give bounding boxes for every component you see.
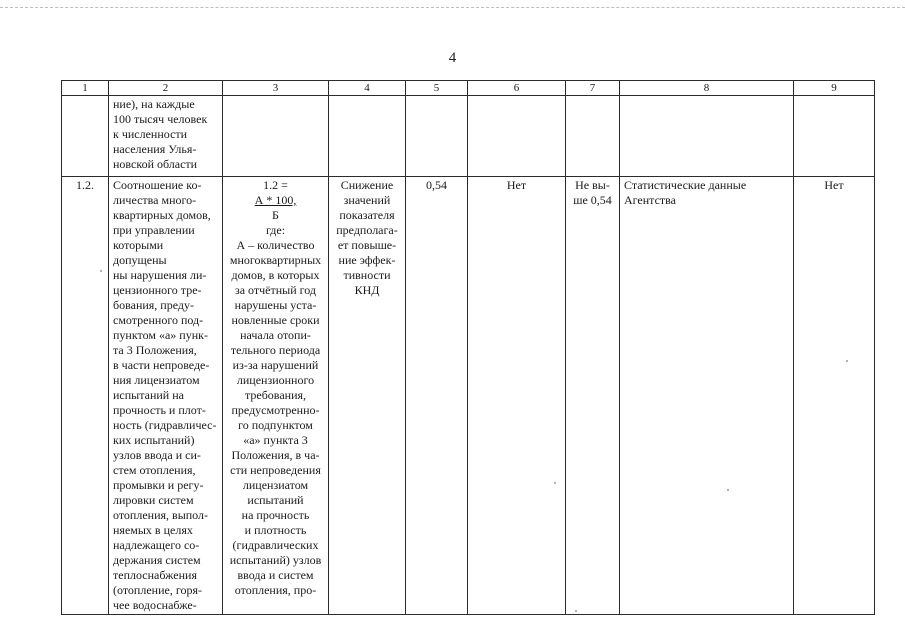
base-value: 0,54 <box>406 177 468 615</box>
cont-cell-7 <box>566 96 620 177</box>
formula-numerator: А * 100, <box>254 193 297 207</box>
page-top-edge-line <box>0 7 905 8</box>
page-number: 4 <box>448 50 457 66</box>
cont-cell-5 <box>406 96 468 177</box>
cont-cell-description: ние), на каждые 100 тысяч человек к численности населения Улья- новской области <box>109 96 223 177</box>
header-col-1: 1 <box>62 81 109 96</box>
header-row <box>62 81 875 96</box>
cont-cell-8 <box>620 96 794 177</box>
header-col-4: 4 <box>329 81 406 96</box>
header-col-9: 9 <box>794 81 875 96</box>
scan-speck <box>727 489 729 491</box>
cont-cell-9 <box>794 96 875 177</box>
header-col-6: 6 <box>468 81 566 96</box>
header-col-2: 2 <box>109 81 223 96</box>
formula-explanation: где: А – количество многоквартирных домов, в которых за отчётный год нарушены уста- новленные сроки начала отопи- тельного периода из-за нарушений лицензионного требования, предусмотренно- го подпунктом «а» пункта 3 Положения, в ча- сти непроведения лицензиатом испытаний на прочность и плотность (гидравлических испытаний) узлов ввода и систем отопления, про- <box>229 223 322 597</box>
col9-value: Нет <box>794 177 875 615</box>
indicator-table <box>61 80 875 615</box>
target-direction: Снижение значений показателя предполага- ет повыше- ние эффек- тивности КНД <box>329 177 406 615</box>
indicator-row-1-2 <box>62 177 875 615</box>
formula-denominator: Б <box>272 208 279 222</box>
scan-speck <box>575 610 577 612</box>
header-col-3: 3 <box>223 81 329 96</box>
row-number: 1.2. <box>62 177 109 615</box>
cont-cell-6 <box>468 96 566 177</box>
scan-speck <box>100 270 102 272</box>
indicator-description: Соотношение ко- личества много- квартирных домов, при управлении которыми допущены ны нарушения ли- цензионного тре- бования, преду- смотренного под- пунктом «а» пунк- та 3 Положения, в части непроведе- ния лицензиатом испытаний на прочность и плот- ность (гидравличес- ких испытаний) узлов ввода и си- стем отопления, промывки и регу- лировки систем отопления, выпол- няемых в целях надлежащего со- держания систем теплоснабжения (отопление, горя- чее водоснабже- <box>109 177 223 615</box>
scan-speck <box>554 482 556 484</box>
header-col-7: 7 <box>566 81 620 96</box>
cont-cell-1 <box>62 96 109 177</box>
formula-cell <box>223 177 329 615</box>
data-source: Статистические данные Агентства <box>620 177 794 615</box>
scan-speck <box>846 360 848 362</box>
header-col-5: 5 <box>406 81 468 96</box>
continuation-row <box>62 96 875 177</box>
formula-line-1: 1.2 = <box>263 178 288 192</box>
target-value: Не вы- ше 0,54 <box>566 177 620 615</box>
cont-cell-3 <box>223 96 329 177</box>
col6-value: Нет <box>468 177 566 615</box>
cont-cell-4 <box>329 96 406 177</box>
header-col-8: 8 <box>620 81 794 96</box>
